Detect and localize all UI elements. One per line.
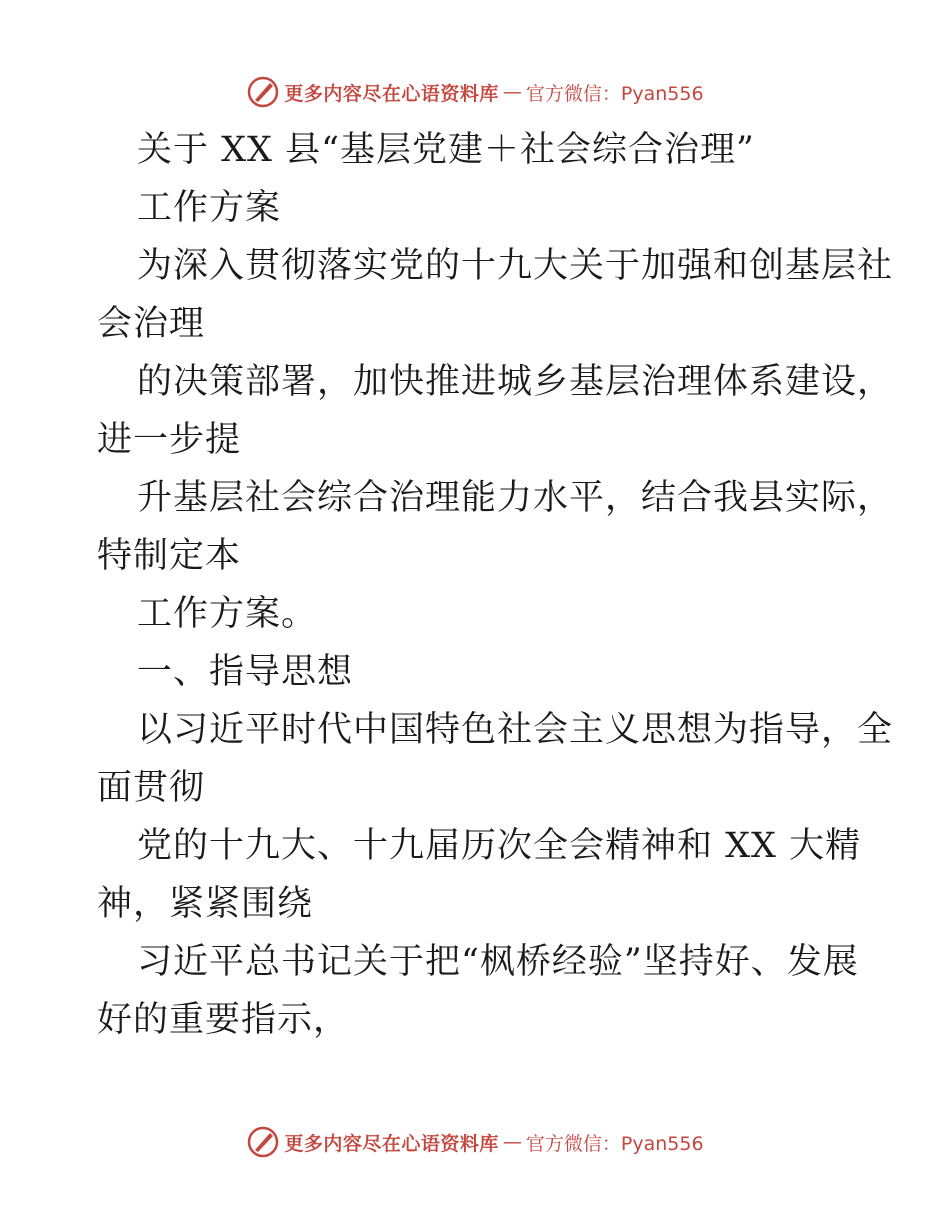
document-body xyxy=(97,121,894,1049)
header-watermark-banner xyxy=(0,72,950,112)
document-line: 习近平总书记关于把“枫桥经验”坚持好、发展 xyxy=(137,942,859,982)
document-line: 以习近平时代中国特色社会主义思想为指导，全 xyxy=(137,710,894,750)
document-line: 升基层社会综合治理能力水平，结合我县实际， xyxy=(137,478,894,518)
document-line: 一、指导思想 xyxy=(137,652,354,692)
document-line: 党的十九大、十九届历次全会精神和 XX 大精 xyxy=(137,826,862,866)
document-line: 为深入贯彻落实党的十九大关于加强和创基层社 xyxy=(137,246,894,286)
banner-contact-text: 官方微信：Pyan556 xyxy=(525,1132,704,1155)
banner-brand-text: 更多内容尽在心语资料库 xyxy=(284,82,499,105)
document-line: 特制定本 xyxy=(97,536,242,576)
document-line: 面贯彻 xyxy=(97,768,206,808)
document-line: 会治理 xyxy=(97,304,206,344)
document-line: 工作方案。 xyxy=(137,594,318,634)
banner-dash: — xyxy=(502,81,522,103)
banner-contact-text: 官方微信：Pyan556 xyxy=(525,82,704,105)
banner-brand-text: 更多内容尽在心语资料库 xyxy=(284,1132,499,1155)
footer-watermark-banner xyxy=(0,1122,950,1162)
document-line: 神，紧紧围绕 xyxy=(97,884,314,924)
document-line: 工作方案 xyxy=(137,188,282,228)
document-line: 的决策部署，加快推进城乡基层治理体系建设， xyxy=(137,362,894,402)
banner-dash: — xyxy=(502,1131,522,1153)
quill-logo-icon xyxy=(246,1125,280,1159)
quill-logo-icon xyxy=(246,75,280,109)
document-line: 进一步提 xyxy=(97,420,242,460)
document-line: 关于 XX 县“基层党建＋社会综合治理” xyxy=(137,130,755,170)
document-line: 好的重要指示， xyxy=(97,1000,350,1040)
